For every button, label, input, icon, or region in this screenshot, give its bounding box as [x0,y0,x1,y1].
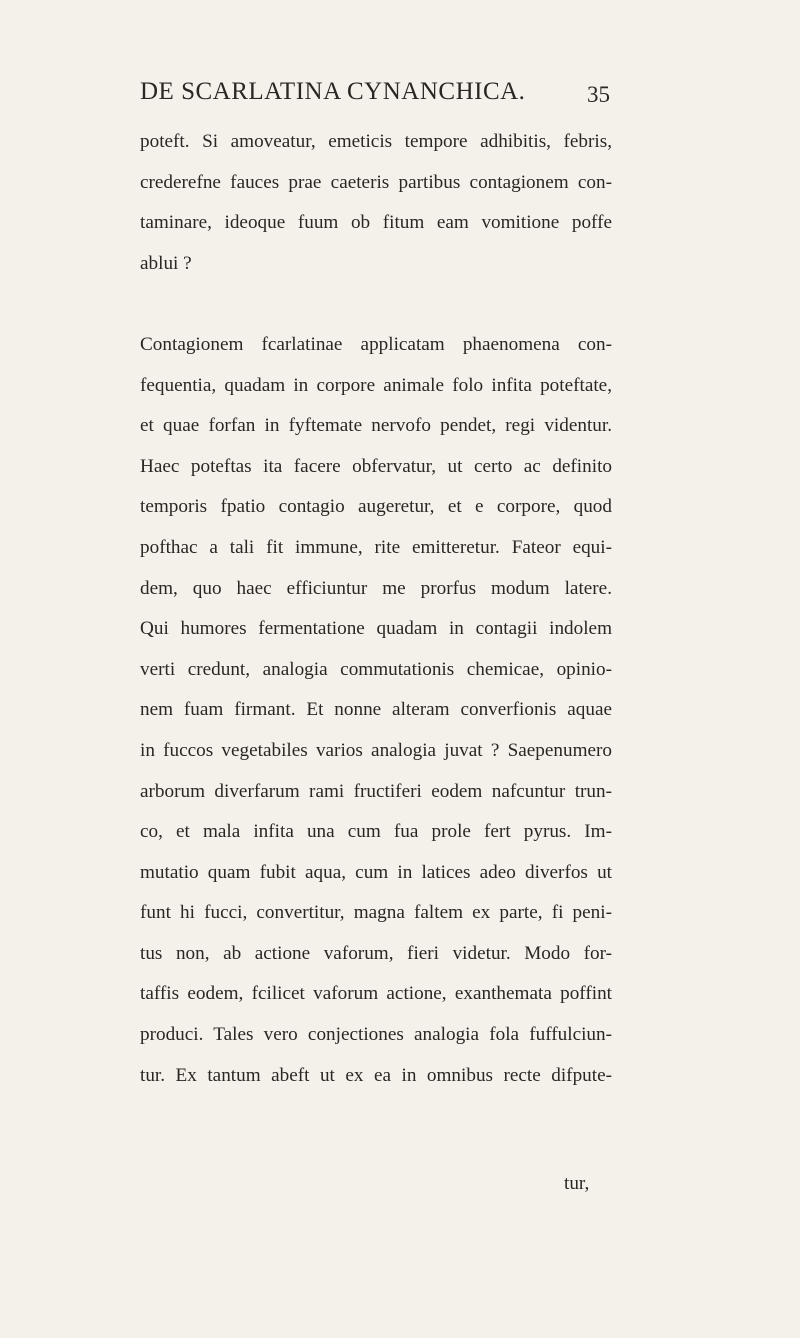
text-line: tus non, ab actione vaforum, fieri videtur. Modo for- [140,942,612,964]
text-line: verti credunt, analogia commutationis chemicae, opinio- [140,658,612,680]
text-line: et quae forfan in fyftemate nervofo pendet, regi videntur. [140,415,612,437]
text-line: Contagionem fcarlatinae applicatam phaenomena con- [140,333,612,355]
text-line: poteft. Si amoveatur, emeticis tempore adhibitis, febris, [140,131,612,152]
text-line: co, et mala infita una cum fua prole fert pyrus. Im- [140,821,612,843]
text-line: nem fuam firmant. Et nonne alteram converfionis aquae [140,699,612,721]
text-line: tur. Ex tantum abeft ut ex ea in omnibus recte difpute- [140,1064,612,1086]
text-line: produci. Tales vero conjectiones analogia fola fuffulciun- [140,1024,612,1046]
text-line: taffis eodem, fcilicet vaforum actione, exanthemata poffint [140,983,612,1005]
page-header [140,78,610,112]
text-line: arborum diverfarum rami fructiferi eodem nafcuntur trun- [140,780,612,802]
text-line: pofthac a tali fit immune, rite emitteretur. Fateor equi- [140,536,612,558]
text-line: Qui humores fermentatione quadam in contagii indolem [140,618,612,640]
text-line: taminare, ideoque fuum ob fitum eam vomitione poffe [140,212,612,234]
text-line: in fuccos vegetabiles varios analogia juvat ? Saepenumero [140,739,612,761]
body-text [140,122,612,1096]
text-line: Haec poteftas ita facere obfervatur, ut certo ac definito [140,455,612,477]
page-number: 35 [587,82,610,107]
running-head: DE SCARLATINA CYNANCHICA. [140,78,526,105]
text-line: temporis fpatio contagio augeretur, et e corpore, quod [140,496,612,518]
text-line: ablui ? [140,252,192,274]
catchword: tur, [564,1173,590,1194]
paragraph-2 [140,325,612,1096]
text-line: crederefne fauces prae caeteris partibus contagionem con- [140,171,612,193]
text-line: funt hi fucci, convertitur, magna faltem ex parte, fi peni- [140,902,612,924]
paragraph-gap [140,284,612,325]
paragraph-1 [140,122,612,284]
text-line: dem, quo haec efficiuntur me prorfus modum latere. [140,577,612,599]
text-line: mutatio quam fubit aqua, cum in latices adeo diverfos ut [140,861,612,883]
text-line: fequentia, quadam in corpore animale folo infita poteftate, [140,374,612,396]
